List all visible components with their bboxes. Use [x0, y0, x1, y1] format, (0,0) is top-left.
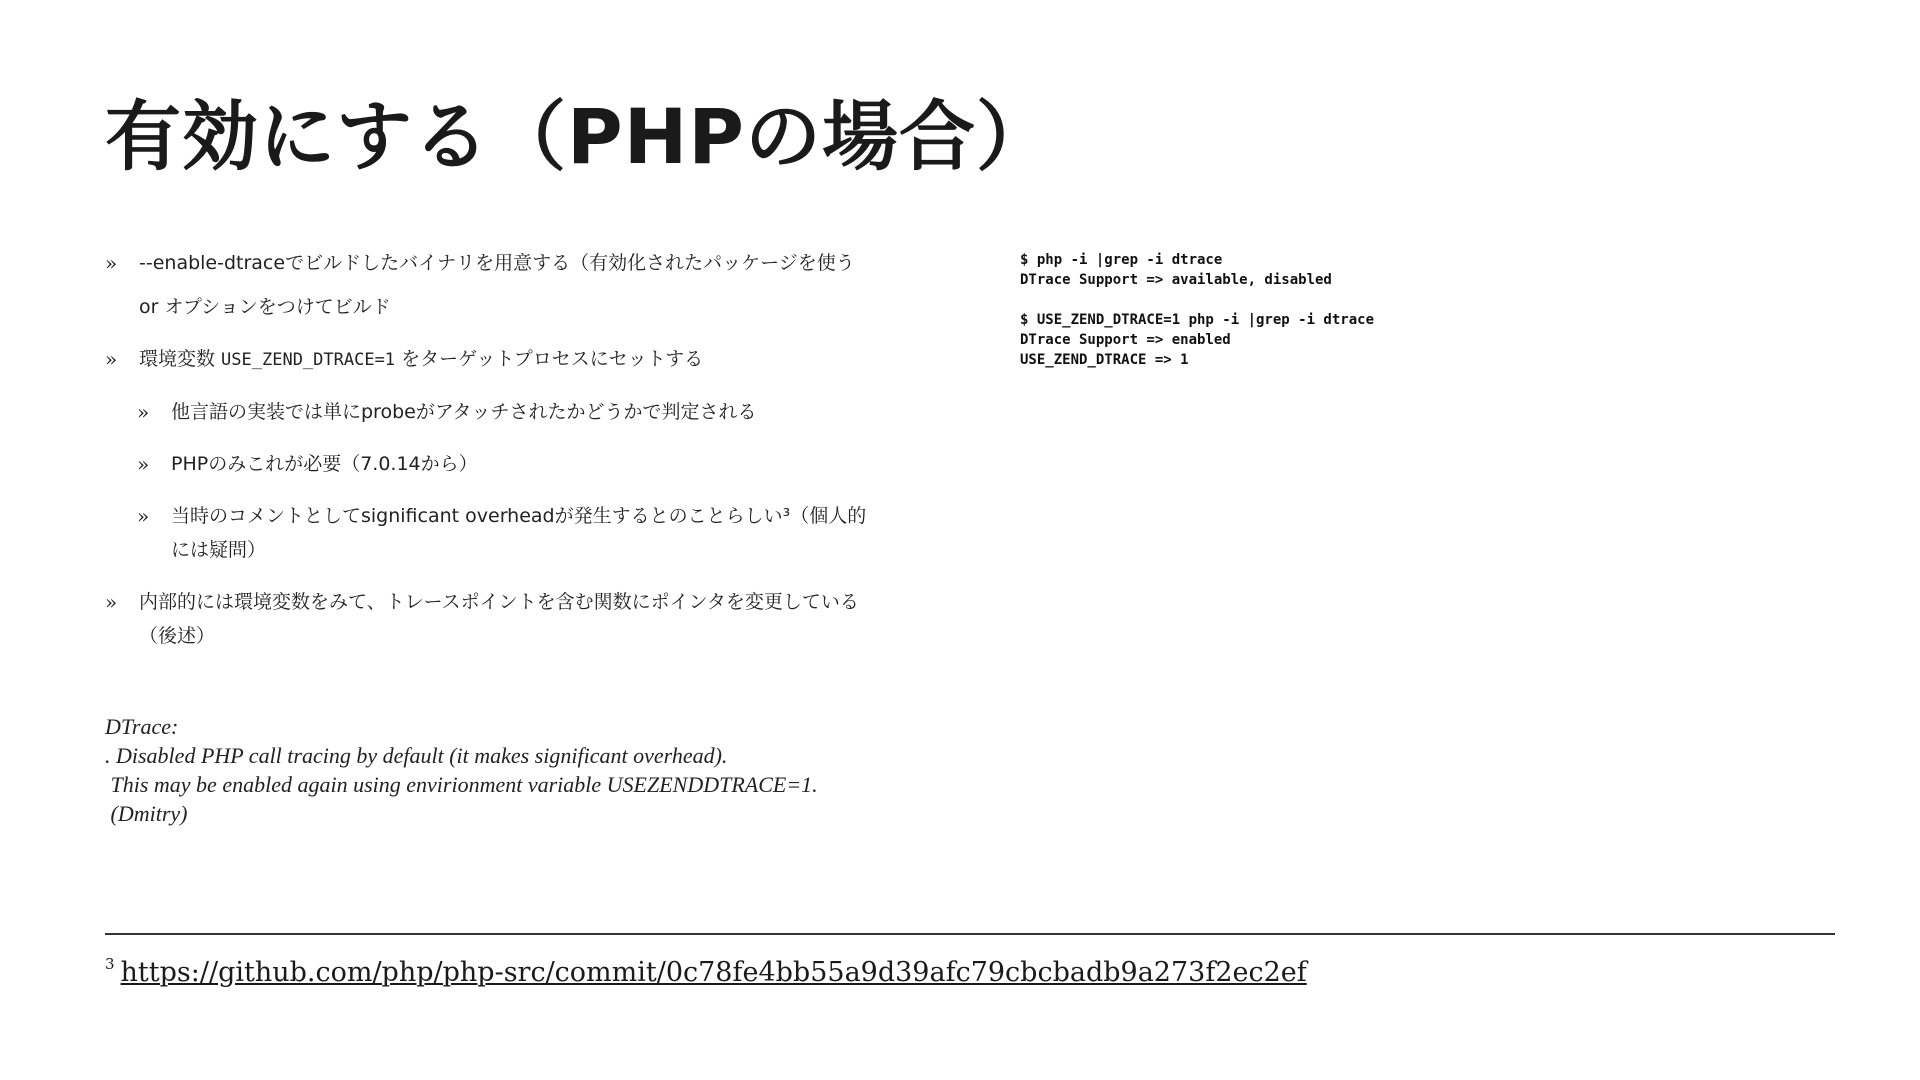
note-line: DTrace: — [105, 714, 179, 739]
dtrace-quote-note — [105, 712, 818, 828]
bullet-marker: » — [105, 251, 118, 275]
bullet-text: （後述） — [139, 625, 216, 647]
bullet-text: or オプションをつけてビルド — [139, 296, 391, 318]
code-line: DTrace Support => available, disabled — [1020, 272, 1332, 288]
bullet-list — [105, 246, 925, 653]
bullet-marker: » — [105, 590, 118, 614]
note-line: (Dmitry) — [105, 801, 188, 826]
slide-title: 有効にする（PHPの場合） — [105, 92, 1054, 181]
code-line: $ USE_ZEND_DTRACE=1 php -i |grep -i dtrace — [1020, 312, 1375, 328]
terminal-code-block — [1020, 250, 1374, 370]
bullet-text: 他言語の実装では単にprobeがアタッチされたかどうかで判定される — [171, 401, 757, 423]
code-line: USE_ZEND_DTRACE => 1 — [1020, 352, 1189, 368]
code-line: $ php -i |grep -i dtrace — [1020, 252, 1223, 268]
bullet-marker: » — [137, 452, 150, 476]
footnote — [105, 955, 1307, 988]
bullet-text: には疑問） — [171, 539, 267, 561]
sub-bullet-item — [137, 499, 925, 567]
sub-bullet-item — [137, 395, 925, 429]
note-line: This may be enabled again using envirionment variable USEZENDDTRACE=1. — [105, 772, 818, 797]
code-line — [1020, 290, 1374, 310]
sub-bullet-item — [137, 447, 925, 481]
bullet-marker: » — [137, 504, 150, 528]
bullet-item — [105, 342, 925, 377]
bullet-continuation — [105, 290, 925, 324]
bullet-marker: » — [137, 400, 150, 424]
bullet-marker: » — [105, 347, 118, 371]
bullet-item — [105, 246, 925, 280]
code-line: DTrace Support => enabled — [1020, 332, 1231, 348]
bullet-text: PHPのみこれが必要（7.0.14から） — [171, 453, 478, 475]
bullet-text: 内部的には環境変数をみて、トレースポイントを含む関数にポインタを変更している — [139, 591, 859, 613]
footnote-divider — [105, 933, 1835, 935]
bullet-text: 環境変数 — [139, 348, 222, 370]
footnote-number: 3 — [105, 955, 115, 973]
footnote-link[interactable]: https://github.com/php/php-src/commit/0c78fe4bb55a9d39afc79cbcbadb9a273f2ec2ef — [120, 957, 1307, 988]
bullet-text: をターゲットプロセスにセットする — [395, 348, 704, 370]
bullet-item — [105, 585, 925, 653]
bullet-text: 当時のコメントとしてsignificant overheadが発生するとのことらしい³（個人的 — [171, 505, 867, 527]
bullet-text: --enable-dtraceでビルドしたバイナリを用意する（有効化されたパッケージを使う — [139, 252, 855, 274]
note-line: . Disabled PHP call tracing by default (it makes significant overhead). — [105, 743, 728, 768]
env-var-code: USE_ZEND_DTRACE=1 — [221, 350, 396, 370]
